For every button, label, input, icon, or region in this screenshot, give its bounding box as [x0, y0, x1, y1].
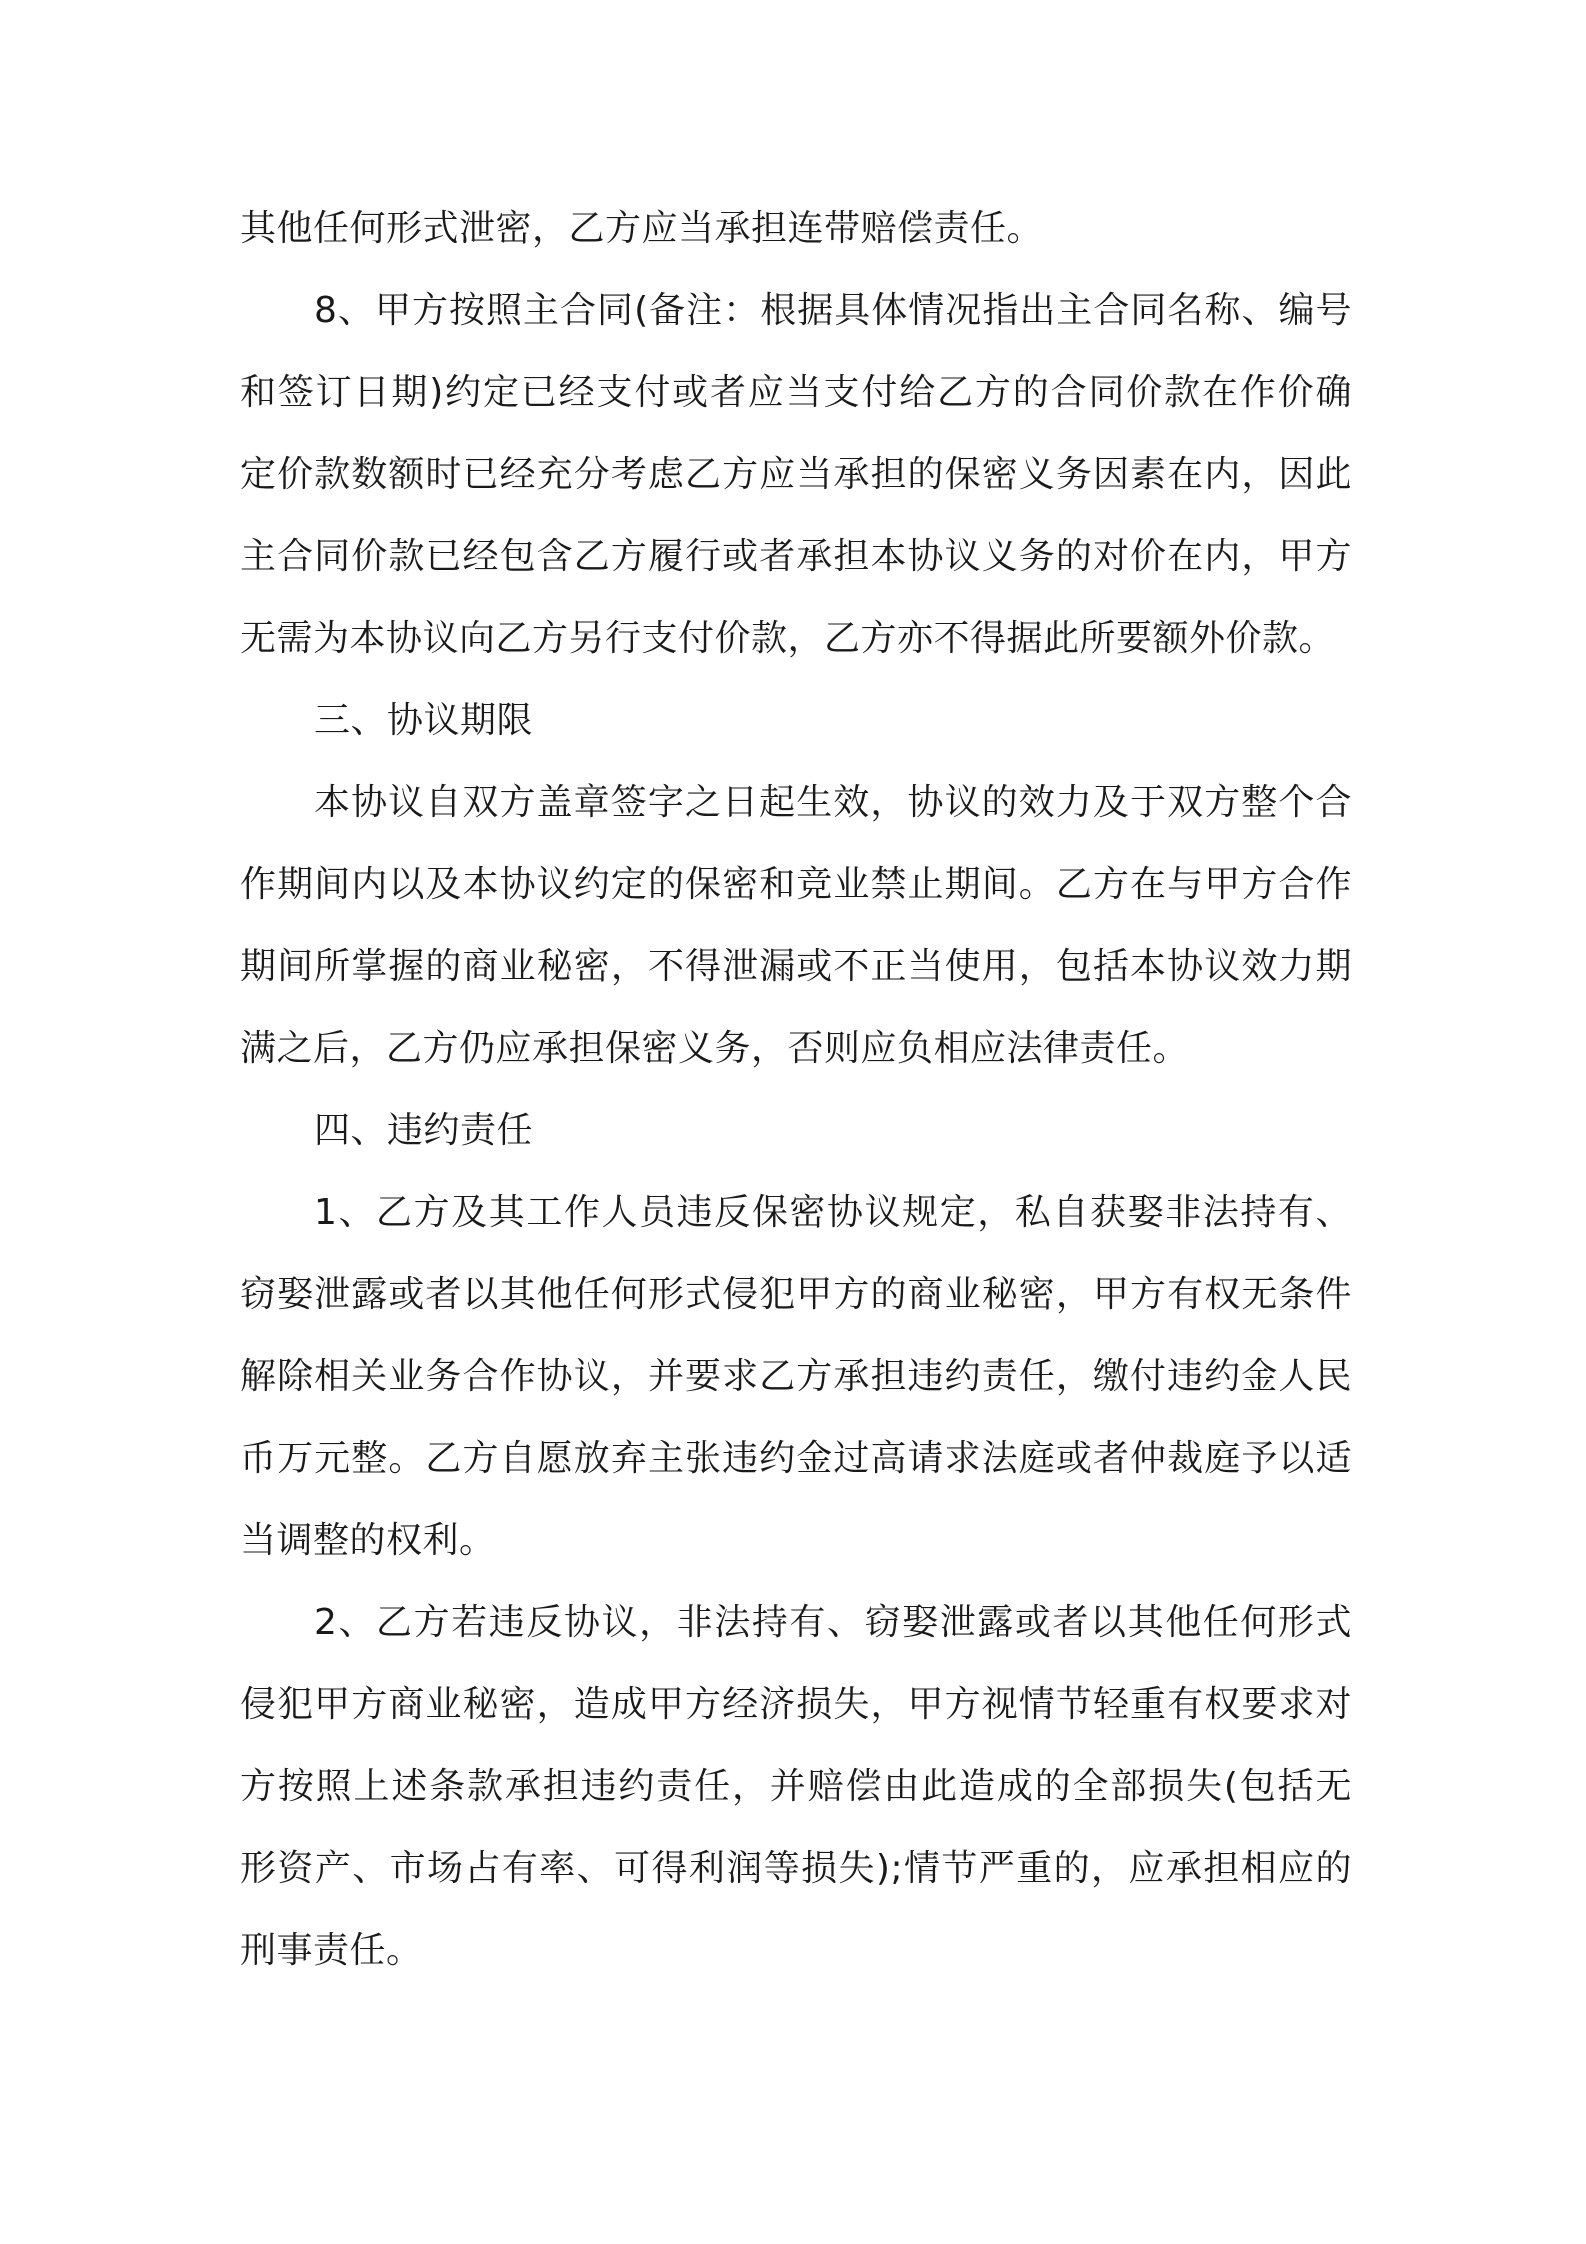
text-line: 当调整的权利。	[240, 1520, 496, 1561]
text-line: 主合同价款已经包含乙方履行或者承担本协议义务的对价在内，甲方	[240, 536, 1352, 577]
text-line: 侵犯甲方商业秘密，造成甲方经济损失，甲方视情节轻重有权要求对	[240, 1684, 1352, 1725]
text-line: 刑事责任。	[240, 1930, 423, 1971]
text-line: 无需为本协议向乙方另行支付价款，乙方亦不得据此所要额外价款。	[240, 618, 1336, 659]
text-line: 期间所掌握的商业秘密，不得泄漏或不正当使用，包括本协议效力期	[240, 946, 1352, 987]
section-heading: 三、协议期限	[314, 700, 534, 741]
text-line: 和签订日期)约定已经支付或者应当支付给乙方的合同价款在作价确	[240, 372, 1352, 413]
text-line: 1、乙方及其工作人员违反保密协议规定，私自获娶非法持有、	[314, 1192, 1352, 1233]
text-line: 作期间内以及本协议约定的保密和竞业禁止期间。乙方在与甲方合作	[240, 864, 1352, 905]
text-line: 解除相关业务合作协议，并要求乙方承担违约责任，缴付违约金人民	[240, 1356, 1352, 1397]
text-line: 满之后，乙方仍应承担保密义务，否则应负相应法律责任。	[240, 1028, 1190, 1069]
text-line: 本协议自双方盖章签字之日起生效，协议的效力及于双方整个合	[314, 782, 1352, 823]
document-body	[240, 188, 1352, 1992]
text-line: 方按照上述条款承担违约责任，并赔偿由此造成的全部损失(包括无	[240, 1766, 1352, 1807]
text-line: 窃娶泄露或者以其他任何形式侵犯甲方的商业秘密，甲方有权无条件	[240, 1274, 1352, 1315]
section-heading: 四、违约责任	[314, 1110, 534, 1151]
text-line: 币万元整。乙方自愿放弃主张违约金过高请求法庭或者仲裁庭予以适	[240, 1438, 1352, 1479]
text-line: 形资产、市场占有率、可得利润等损失);情节严重的，应承担相应的	[240, 1848, 1352, 1889]
text-line: 2、乙方若违反协议，非法持有、窃娶泄露或者以其他任何形式	[314, 1602, 1352, 1643]
text-line: 其他任何形式泄密，乙方应当承担连带赔偿责任。	[240, 208, 1044, 249]
text-line: 8、甲方按照主合同(备注：根据具体情况指出主合同名称、编号	[314, 290, 1352, 331]
text-line: 定价款数额时已经充分考虑乙方应当承担的保密义务因素在内，因此	[240, 454, 1352, 495]
